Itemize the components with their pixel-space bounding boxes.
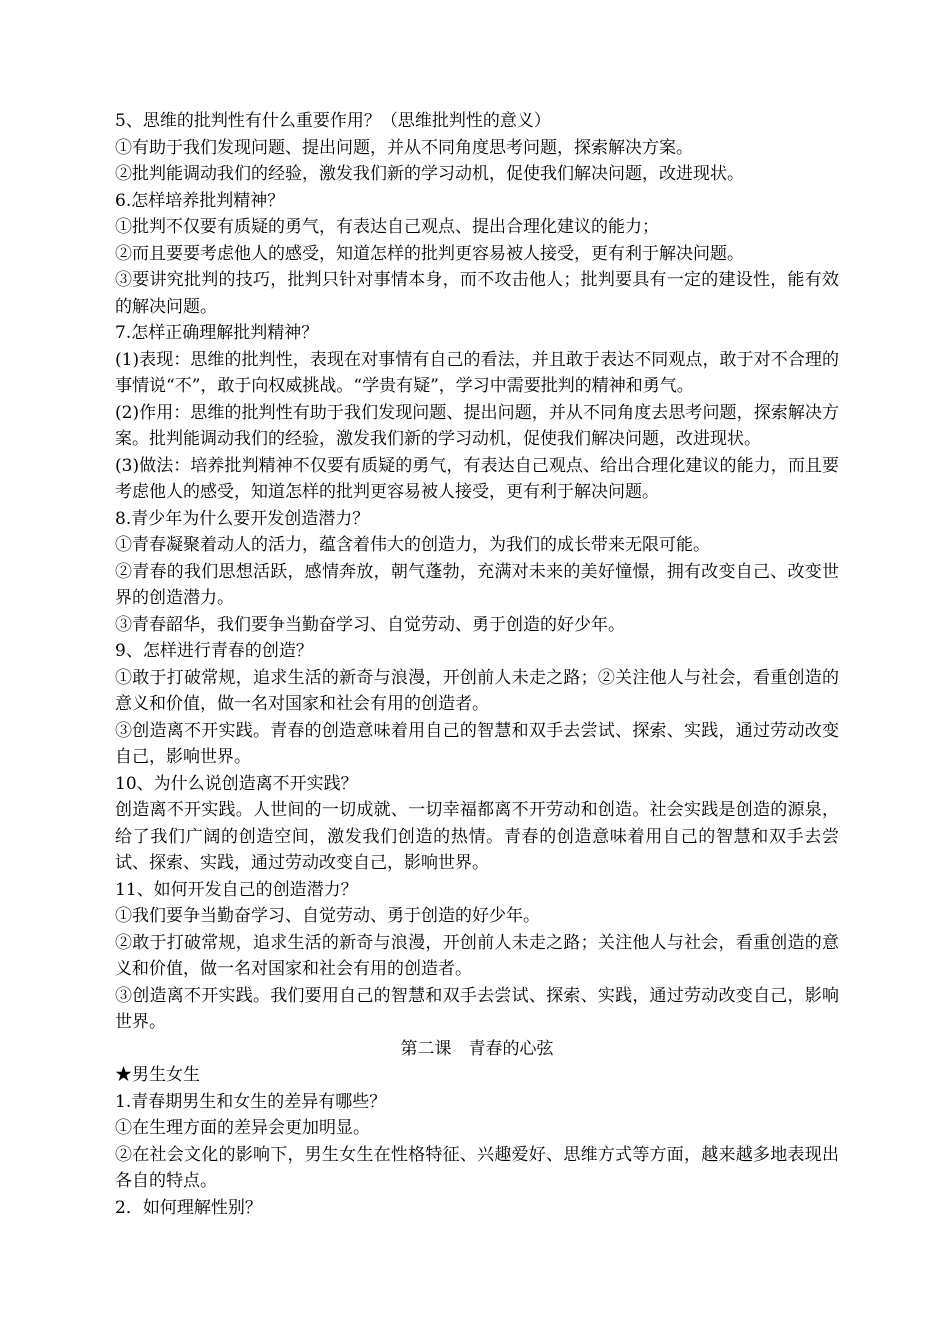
heading-q7: 7.怎样正确理解批判精神？	[115, 323, 319, 343]
text-line: ①有助于我们发现问题、提出问题，并从不同角度思考问题，探索解决方案。	[115, 137, 693, 158]
heading-q11: 11、如何开发自己的创造潜力？	[115, 879, 358, 900]
heading-q8: 8.青少年为什么要开发创造潜力？	[115, 508, 370, 529]
heading-q2: 2．如何理解性别？	[115, 1197, 262, 1218]
heading-q10: 10、为什么说创造离不开实践？	[115, 773, 358, 794]
text-line: ③创造离不开实践。青春的创造意味着用自己的智慧和双手去尝试、探索、实践，通过劳动改变自己，影响世界。	[115, 720, 839, 767]
section-heading: ★男生女生	[115, 1065, 200, 1085]
text-line: ②而且要要考虑他人的感受，知道怎样的批判更容易被人接受，更有利于解决问题。	[115, 243, 744, 264]
text-line: ①青春凝聚着动人的活力，蕴含着伟大的创造力，为我们的成长带来无限可能。	[115, 535, 710, 555]
document-body	[115, 108, 839, 1221]
heading-q1: 1.青春期男生和女生的差异有哪些？	[115, 1091, 387, 1112]
text-line: ①我们要争当勤奋学习、自觉劳动、勇于创造的好少年。	[115, 906, 540, 926]
text-line: ③要讲究批判的技巧，批判只针对事情本身，而不攻击他人；批判要具有一定的建设性，能有效的解决问题。	[115, 270, 839, 317]
heading-q6: 6.怎样培养批判精神？	[115, 190, 285, 211]
text-line: ②青春的我们思想活跃，感情奔放，朝气蓬勃，充满对未来的美好憧憬，拥有改变自己、改变世界的创造潜力。	[115, 561, 839, 608]
text-line: ②在社会文化的影响下，男生女生在性格特征、兴趣爱好、思维方式等方面，越来越多地表现出各自的特点。	[115, 1144, 839, 1191]
text-line: (1)表现：思维的批判性，表现在对事情有自己的看法，并且敢于表达不同观点，敢于对不合理的事情说“不”，敢于向权威挑战。“学贵有疑”，学习中需要批判的精神和勇气。	[115, 349, 839, 396]
text-line: ①敢于打破常规，追求生活的新奇与浪漫，开创前人未走之路；②关注他人与社会，看重创造的意义和价值，做一名对国家和社会有用的创造者。	[115, 667, 839, 714]
text-line: ②敢于打破常规，追求生活的新奇与浪漫，开创前人未走之路；关注他人与社会，看重创造的意义和价值，做一名对国家和社会有用的创造者。	[115, 932, 839, 979]
text-line: ③青春韶华，我们要争当勤奋学习、自觉劳动、勇于创造的好少年。	[115, 614, 625, 635]
text-line: ①在生理方面的差异会更加明显。	[115, 1118, 370, 1138]
heading-q5: 5、思维的批判性有什么重要作用？（思维批判性的意义）	[115, 111, 551, 131]
text-line: (2)作用：思维的批判性有助于我们发现问题、提出问题，并从不同角度去思考问题，探索解决方案。批判能调动我们的经验，激发我们新的学习动机，促使我们解决问题，改进现状。	[115, 402, 839, 449]
heading-q9: 9、怎样进行青春的创造？	[115, 641, 313, 661]
text-line: 创造离不开实践。人世间的一切成就、一切幸福都离不开劳动和创造。社会实践是创造的源泉，给了我们广阔的创造空间，激发我们创造的热情。青春的创造意味着用自己的智慧和双手去尝试、探索、实践，通过劳动改变自己，影响世界。	[115, 800, 839, 873]
text-line: ③创造离不开实践。我们要用自己的智慧和双手去尝试、探索、实践，通过劳动改变自己，影响世界。	[115, 985, 839, 1032]
text-line: ①批判不仅要有质疑的勇气，有表达自己观点、提出合理化建议的能力；	[115, 217, 659, 237]
lesson-title: 第二课 青春的心弦	[400, 1038, 554, 1059]
text-line: (3)做法：培养批判精神不仅要有质疑的勇气，有表达自己观点、给出合理化建议的能力，而且要考虑他人的感受，知道怎样的批判更容易被人接受，更有利于解决问题。	[115, 455, 839, 502]
text-line: ②批判能调动我们的经验，激发我们新的学习动机，促使我们解决问题，改进现状。	[115, 164, 744, 184]
